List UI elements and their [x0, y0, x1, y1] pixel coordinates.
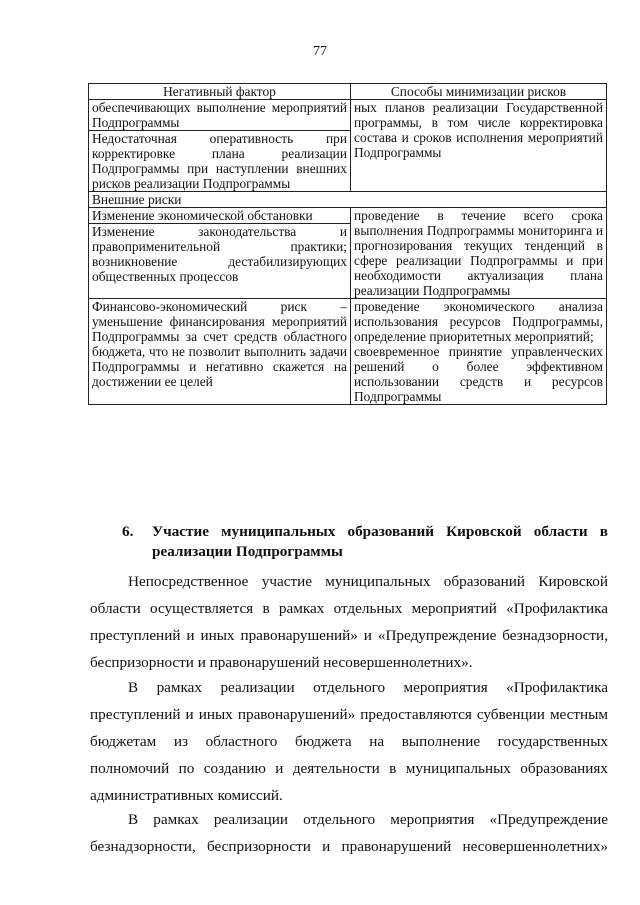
factor-text: Недостаточная оперативность при корректировке плана реализации Подпрограммы при наступлении внешних рисков реализации Подпрограммы [92, 131, 347, 191]
factor-text: Изменение законодательства и правоприменительной практики; возникновение дестабилизирующих общественных процессов [92, 224, 347, 284]
paragraph [90, 674, 608, 809]
method-text: проведение экономического анализа использования ресурсов Подпрограммы, определение приоритетных мероприятий; [354, 299, 603, 344]
paragraph-text: В рамках реализации отдельного мероприятия «Предупреждение безнадзорности, беспризорности и правонарушений несовершеннолетних» [90, 811, 608, 855]
risk-table [88, 83, 607, 405]
page-number: 77 [313, 44, 327, 59]
section-title: Участие муниципальных образований Кировской области в реализации Подпрограммы [152, 523, 608, 560]
section-number: 6. [122, 523, 134, 540]
table-section-row [89, 192, 607, 208]
section-heading [122, 522, 608, 562]
method-text: своевременное принятие управленческих решений о более эффективном использовании средств и ресурсов Подпрограммы [354, 344, 603, 404]
factor-cell [89, 208, 351, 299]
paragraph-text: Непосредственное участие муниципальных образований Кировской области осуществляется в рамках отдельных мероприятий «Профилактика преступлений и иных правонарушений» и «Предупреждение безнадзорности, беспризорности и правонарушений несовершеннолетних». [90, 573, 608, 671]
section-label: Внешние риски [89, 192, 607, 208]
factor-cell [89, 100, 351, 192]
table-row [89, 299, 607, 405]
method-cell: проведение в течение всего срока выполнения Подпрограммы мониторинга и прогнозирования текущих тенденций в сфере реализации Подпрограммы и при необходимости актуализация плана реализации Подпрограммы [351, 208, 607, 299]
header-methods: Способы минимизации рисков [351, 84, 607, 100]
factor-text: Изменение экономической обстановки [89, 208, 350, 224]
paragraph [90, 806, 608, 860]
method-cell: ных планов реализации Государственной программы, в том числе корректировка состава и сроков исполнения мероприятий Подпрограммы [351, 100, 607, 192]
factor-cell: Финансово-экономический риск – уменьшение финансирования мероприятий Подпрограммы за счет средств областного бюджета, что не позволит выполнить задачи Подпрограммы и негативно скажется на достижении ее целей [89, 299, 351, 405]
paragraph-text: В рамках реализации отдельного мероприятия «Профилактика преступлений и иных правонарушений» предоставляются субвенции местным бюджетам из областного бюджета на выполнение государственных полномочий по созданию и деятельности в муниципальных образованиях административных комиссий. [90, 679, 608, 804]
factor-text: обеспечивающих выполнение мероприятий Подпрограммы [89, 100, 350, 131]
header-factor: Негативный фактор [89, 84, 351, 100]
paragraph [90, 568, 608, 676]
table-row [89, 100, 607, 192]
table-row [89, 208, 607, 299]
table-header-row [89, 84, 607, 100]
method-cell [351, 299, 607, 405]
